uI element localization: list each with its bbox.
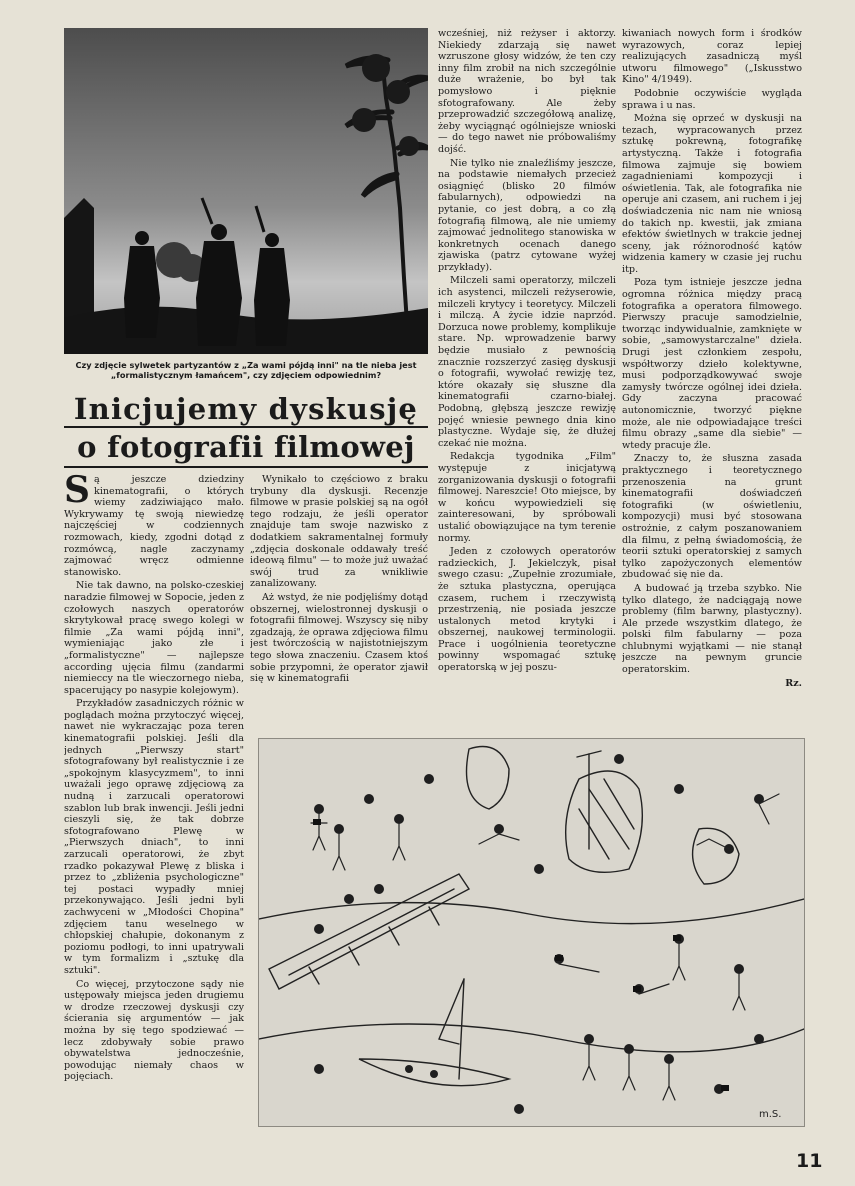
paragraph: Znaczy to, że słuszna zasada praktycznego i teoretycznego przenoszenia na grunt kinematografii doświadczeń fotografiki (w oświetleniu, kompozycji) musi być stosowana ostrożnie, z całym poszanowaniem dla filmu, z pełną świadomością, że teorii sztuki operatorskiej z samych tylko zapożyczonych elementów zbudować się nie da. (622, 453, 802, 581)
paragraph: Aż wstyd, że nie podjęliśmy dotąd obszernej, wielostronnej dyskusji o fotografii filmowej. Wszyscy się niby zgadzają, że oprawa zdjęciowa filmu jest twórczością w najistotniejszym tego słowa znaczeniu. Czasem ktoś sobie przypomni, że operator zjawił się w kinematografii (250, 591, 428, 685)
paragraph: Co więcej, przytoczone sądy nie ustępowały miejsca jeden drugiemu w drodze rzeczowej dyskusji czy ścierania się argumentów — jak można by się tego spodziewać — lecz zdobywały sobie prawo obywatelstwa jednocześnie, powodując niemały chaos w pojęciach. (64, 978, 244, 1083)
paragraph: Redakcja tygodnika „Film" występuje z inicjatywą zorganizowania dyskusji o fotografii filmowej. Nareszcie! Oto miejsce, by w końcu wypowiedzieli się zainteresowani, by spróbowali ustalić obowiązujące na tym terenie normy. (438, 451, 616, 544)
partisan-silhouettes-photo (64, 28, 428, 354)
paragraph: Poza tym istnieje jeszcze jedna ogromna różnica między pracą fotografika a operatora filmowego. Pierwszy pracuje samodzielnie, tworząc indywidualnie, zamknięte w sobie, „samowystarczalne" dzieła. Drugi jest członkiem zespołu, współtworzy dzieło kolektywne, musi podporządkowywać swoje zamysły twórcze ogólnej idei dzieła. Gdy zaczyna pracować autonomicznie, tworzyć piękne może, ale nie odpowiadające treści filmu obrazy „same dla siebie" — wtedy pracuje źle. (622, 277, 802, 451)
article-column-4 (622, 28, 802, 726)
headline-underline (64, 466, 428, 468)
paragraph: kiwaniach nowych form i środków wyrazowych, coraz lepiej realizujących zasadniczą myśl utworu filmowego" („Iskusstwo Kino" 4/1949). (622, 28, 802, 86)
drop-cap: S (64, 474, 90, 511)
cartoon-drawing (259, 739, 804, 1126)
headline-line-2: o fotografii filmowej (77, 430, 415, 464)
paragraph: Wynikało to częściowo z braku trybuny dla dyskusji. Recenzje filmowe w prasie polskiej są na ogół tego rodzaju, że jeśli operator znajduje tam swoje nazwisko z dodatkiem sakramentalnej formuły „zdjęcia doskonale oddawały treść ideową filmu" — to może już uważać swój trud za wnikliwie zanalizowany. (250, 474, 428, 590)
paragraph: Przykładów zasadniczych różnic w poglądach można przytoczyć więcej, nawet nie wykraczając poza teren kinematografii polskiej. Jeśli dla jednych „Pierwszy start" sfotografowany był realistycznie i ze „spokojnym klasycyzmem", to inni uważali jego oprawę zdjęciową za nudną i zarzucali operatorowi szablon lub brak inwencji. Jeśli jedni cieszyli się, że tak dobrze sfotografowano Plewę w „Pierwszych dniach", to inni zarzucali operatorowi, że zbyt rzadko pokazywał Plewę z bliska i przez to „zbliżenia psychologiczne" tej postaci wypadły mniej przekonywająco. Jeśli jedni byli zachwyceni w „Młodości Chopina" zdjęciem tanu weselnego w chłopskiej chałupie, dokonanym z poziomu podłogi, to inni upatrywali w tym formalizm i „sztukę dla sztuki". (64, 698, 244, 976)
paragraph: Jeden z czołowych operatorów radzieckich, J. Jekielczyk, pisał swego czasu: „Zupełnie zrozumiałe, że sztuka plastyczna, operująca czasem, ruchem i rzeczywistą przestrzenią, nie posiada jeszcze ustalonych metod krytyki i obszernej, naukowej terminologii. Prace i uogólnienia teoretyczne powinny wspomagać sztukę operatorską w jej poszu- (438, 546, 616, 674)
photo-illustration (64, 28, 428, 354)
paragraph: Milczeli sami operatorzy, milczeli ich asystenci, milczeli reżyserowie, milczeli krytycy i teoretycy. Milczeli i milczą. A życie idzie naprzód. Dorzuca nowe problemy, komplikuje stare. Np. wprowadzenie barwy będzie musiało z pewnością znacznie rozszerzyć zasięg dyskusji o fotografii, wywołać rewizję tez, które okazały się słuszne dla kinematografii czarno-białej. Podobną, głębszą jeszcze rewizję pojęć wniesie pewnego dnia kino plastyczne. Wydaje się, że dłużej czekać nie można. (438, 275, 616, 449)
cartoon-artist-mark: m.S. (759, 1109, 782, 1120)
paragraph: Podobnie oczywiście wygląda sprawa i u nas. (622, 87, 802, 111)
page-number: 11 (796, 1150, 823, 1172)
author-signature: Rz. (785, 677, 802, 689)
headline-line-1: Inicjujemy dyskusję (73, 392, 419, 426)
paragraph: Nie tak dawno, na polsko-czeskiej naradzie filmowej w Sopocie, jeden z czołowych naszych operatorów skrytykował pracę swego kolegi w filmie „Za wami pójdą inni", wymieniając jako złe i „formalistyczne" — najlepsze according ujęcia filmu (zandarmi niemieccy na tle wieczornego nieba, spacerujący po nasypie kolejowym). (64, 580, 244, 696)
paragraph: Są jeszcze dziedziny kinematografii, o których wiemy zadziwiająco mało. Wykrywamy tę swoją niewiedzę najczęściej w codziennych rozmowach, kiedy, zgodni dotąd z rozmówcą, nagle zaczynamy zajmować wręcz odmienne stanowisko. (64, 474, 244, 578)
photo-caption: Czy zdjęcie sylwetek partyzantów z „Za wami pójdą inni" na tle nieba jest „formalistycznym łamańcem", czy zdjęciem odpowiednim? (75, 360, 417, 380)
headline-divider (64, 426, 428, 428)
article-column-2 (250, 474, 428, 726)
paragraph: Nie tylko nie znaleźliśmy jeszcze, na podstawie niemałych przecież osiągnięć (blisko 20 filmów fabularnych), odpowiedzi na pytanie, co jest dobrą, a co złą fotografią filmową, ale nie umiemy zajmować jednolitego stanowiska w konkretnych ocenach danego zjawiska (patrz cytowane wyżej przykłady). (438, 157, 616, 273)
beach-cartoon-illustration (258, 738, 805, 1127)
article-column-1 (64, 474, 244, 1140)
paragraph: A budować ją trzeba szybko. Nie tylko dlatego, że nadciągają nowe problemy (film barwny, plastyczny). Ale przede wszystkim dlatego, że polski film fabularny — poza chlubnymi wyjątkami — nie stanął jeszcze na pewnym gruncie operatorskim. (622, 582, 802, 676)
paragraph: wcześniej, niż reżyser i aktorzy. Niekiedy zdarzają się nawet wzruszone głosy widzów, że ten czy inny film zrobił na nich szczególnie duże wrażenie, bo był tak pomysłowo i pięknie sfotografowany. Ale żeby przeprowadzić szczegółową analizę, żeby wyciągnąć ogólniejsze wnioski — do tego nawet nie próbowaliśmy dojść. (438, 28, 616, 155)
article-column-3 (438, 28, 616, 726)
paragraph: Można się oprzeć w dyskusji na tezach, wypracowanych przez sztukę pokrewną, fotografikę artystyczną. Także i fotografia filmowa zajmuje się bowiem zagadnieniami kompozycji i oświetlenia. Tak, ale fotografika nie operuje ani czasem, ani ruchem i jej doświadczenia nic nam nie wniosą do takich np. kwestii, jak zmiana efektów świetlnych w trakcie jednej sceny, jak różnorodność kątów widzenia kamery w czasie jej ruchu itp. (622, 113, 802, 275)
